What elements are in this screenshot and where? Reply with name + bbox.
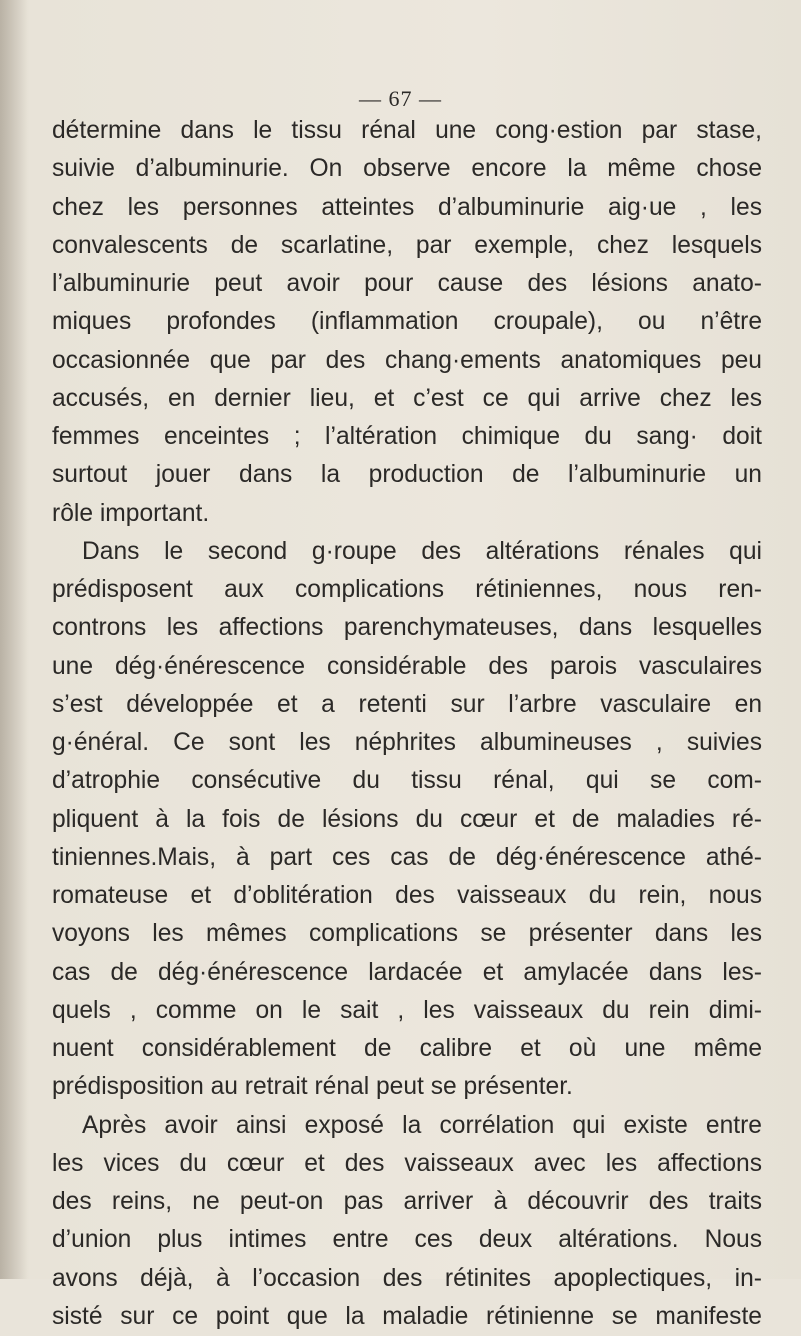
text-line: sisté sur ce point que la maladie rétinienne se manifeste bbox=[52, 1302, 762, 1330]
page-number: — 67 — bbox=[359, 86, 442, 111]
text-line: voyons les mêmes complications se présenter dans les bbox=[52, 920, 762, 948]
text-line: pliquent à la fois de lésions du cœur et de maladies ré- bbox=[52, 805, 762, 833]
text-line: surtout jouer dans la production de l’albuminurie un bbox=[52, 461, 762, 489]
text-line: occasionnée que par des chang·ements anatomiques peu bbox=[52, 346, 762, 374]
text-line: chez les personnes atteintes d’albuminurie aig·ue , les bbox=[52, 193, 762, 221]
text-line: avons déjà, à l’occasion des rétinites apoplectiques, in- bbox=[52, 1264, 762, 1292]
text-line: les vices du cœur et des vaisseaux avec les affections bbox=[52, 1149, 762, 1177]
text-line: miques profondes (inflammation croupale), ou n’être bbox=[52, 308, 762, 336]
spine-shadow bbox=[0, 0, 28, 1279]
text-line: accusés, en dernier lieu, et c’est ce qui arrive chez les bbox=[52, 384, 762, 412]
text-line: prédisposent aux complications rétiniennes, nous ren- bbox=[52, 576, 762, 603]
text-line: g·énéral. Ce sont les néphrites albumineuses , suivies bbox=[52, 729, 762, 756]
text-line: Dans le second g·roupe des altérations rénales qui bbox=[82, 537, 762, 565]
text-line: romateuse et d’oblitération des vaisseaux du rein, nous bbox=[52, 882, 762, 909]
text-line: l’albuminurie peut avoir pour cause des lésions anato- bbox=[52, 270, 762, 297]
text-line: prédisposition au retrait rénal peut se présenter. bbox=[52, 1073, 573, 1101]
text-line: convalescents de scarlatine, par exemple, chez lesquels bbox=[52, 231, 762, 259]
text-line: rôle important. bbox=[52, 499, 210, 527]
text-line: cas de dég·énérescence lardacée et amylacée dans les- bbox=[52, 958, 762, 986]
text-line: une dég·énérescence considérable des parois vasculaires bbox=[52, 652, 762, 680]
text-line: d’atrophie consécutive du tissu rénal, qui se com- bbox=[52, 767, 762, 795]
text-line: Après avoir ainsi exposé la corrélation qui existe entre bbox=[82, 1111, 762, 1139]
text-line: quels , comme on le sait , les vaisseaux du rein dimi- bbox=[52, 996, 762, 1024]
body-text bbox=[52, 112, 762, 1336]
text-line: suivie d’albuminurie. On observe encore la même chose bbox=[52, 155, 762, 183]
text-line: controns les affections parenchymateuses, dans lesquelles bbox=[52, 614, 762, 642]
text-line: s’est développée et a retenti sur l’arbre vasculaire en bbox=[52, 690, 762, 718]
text-line: détermine dans le tissu rénal une cong·estion par stase, bbox=[52, 117, 762, 144]
text-line: des reins, ne peut-on pas arriver à découvrir des traits bbox=[52, 1188, 762, 1215]
text-line: nuent considérablement de calibre et où une même bbox=[52, 1035, 762, 1062]
text-line: tiniennes.Mais, à part ces cas de dég·énérescence athé- bbox=[52, 843, 762, 871]
text-line: femmes enceintes ; l’altération chimique du sang· doit bbox=[52, 423, 762, 450]
text-line: d’union plus intimes entre ces deux altérations. Nous bbox=[52, 1226, 762, 1254]
